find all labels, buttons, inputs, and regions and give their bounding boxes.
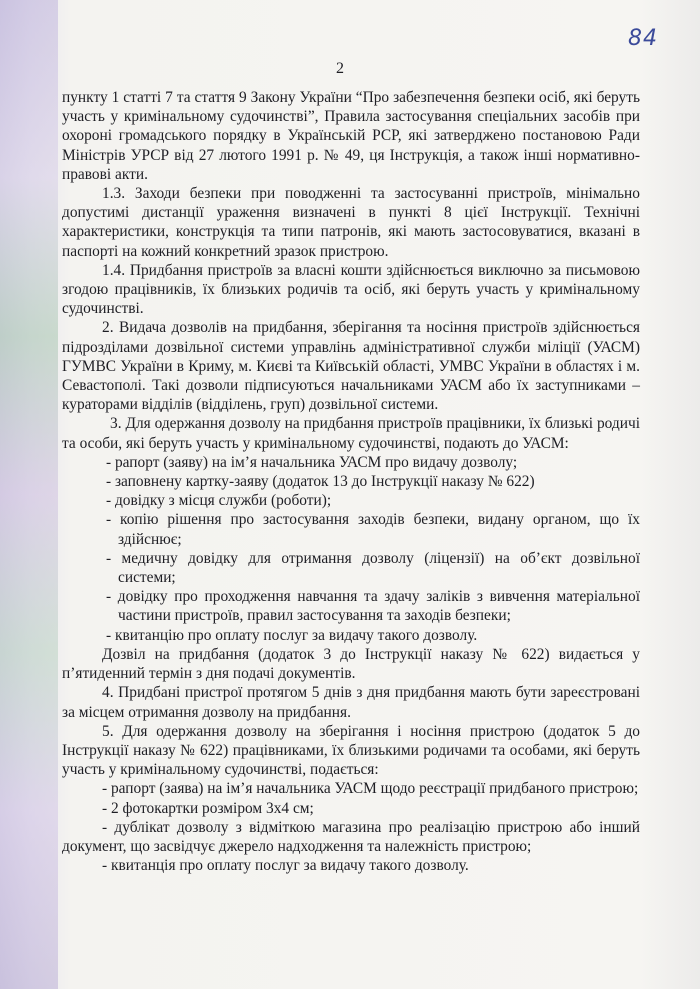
list-item: - дублікат дозволу з відміткою магазина про реалізацію пристрою або інший документ, що засвідчує джерело надходження та належність пристрою; xyxy=(62,818,640,855)
paragraph-5: 5. Для одержання дозволу на зберігання і носіння пристрою (додаток 5 до Інструкції наказу № 622) працівниками, їх близькими родичами та особами, які беруть участь у кримінальному судочинстві, подається: xyxy=(62,722,640,779)
document-body xyxy=(62,88,640,875)
list-item: - копію рішення про застосування заходів безпеки, видану органом, що їх здійснює; xyxy=(106,511,640,548)
paragraph-intro: пункту 1 статті 7 та стаття 9 Закону України “Про забезпечення безпеки осіб, які беруть участь у кримінальному судочинстві”, Правила застосування спеціальних засобів при охороні громадського порядку в Українській РСР, які затверджено постановою Ради Міністрів УРСР від 27 лютого 1991 р. № 49, ця Інструкція, а також інші нормативно-правові акти. xyxy=(62,89,640,183)
paragraph-2: 2. Видача дозволів на придбання, зберігання та носіння пристроїв здійснюється підрозділами дозвільної системи управлінь адміністративної служби міліції (УАСМ) ГУМВС України в Криму, м. Києві та Київській області, УМВС України в областях і м. Севастополі. Такі дозволи підписуються начальниками УАСМ або їх заступниками – кураторами відділів (відділень, груп) дозвільної системи. xyxy=(62,319,640,414)
list-item: - рапорт (заява) на ім’я начальника УАСМ щодо реєстрації придбаного пристрою; xyxy=(102,780,639,798)
list-item: - 2 фотокартки розміром 3х4 см; xyxy=(102,799,314,817)
list-item: - довідку з місця служби (роботи); xyxy=(106,492,332,510)
list-item: - квитанцію про оплату послуг за видачу такого дозволу. xyxy=(106,626,478,644)
paragraph-1-4: 1.4. Придбання пристроїв за власні кошти здійснюється виключно за письмовою згодою працівників, їх близьких родичів та осіб, які беруть участь у кримінальному судочинстві. xyxy=(62,261,640,318)
paragraph-4: 4. Придбані пристрої протягом 5 днів з дня придбання мають бути зареєстровані за місцем отримання дозволу на придбання. xyxy=(62,684,640,721)
list-item: - заповнену картку-заяву (додаток 13 до Інструкції наказу № 622) xyxy=(106,473,535,491)
paragraph-permit-term: Дозвіл на придбання (додаток 3 до Інструкції наказу № 622) видається у п’ятиденний термін з дня подачі документів. xyxy=(62,645,640,683)
handwritten-page-number: 84 xyxy=(628,26,658,51)
list-item: - квитанція про оплату послуг за видачу такого дозволу. xyxy=(102,857,469,875)
paragraph-3: 3. Для одержання дозволу на придбання пристроїв працівники, їх близькі родичі та особи, які беруть участь у кримінальному судочинстві, подають до УАСМ: xyxy=(62,415,640,452)
list-item: - довідку про проходження навчання та здачу заліків з вивчення матеріальної частини пристроїв, правил застосування та заходів безпеки; xyxy=(106,588,640,625)
page-number: 2 xyxy=(336,60,344,77)
list-item: - рапорт (заяву) на ім’я начальника УАСМ про видачу дозволу; xyxy=(106,453,518,471)
scan-artifact-strip xyxy=(0,0,58,989)
list-item: - медичну довідку для отримання дозволу (ліцензії) на об’єкт дозвільної системи; xyxy=(106,549,640,587)
paragraph-1-3: 1.3. Заходи безпеки при поводженні та застосуванні пристроїв, мінімально допустимі дистанції ураження визначені в пункті 8 цієї Інструкції. Технічні характеристики, конструкція та типи патронів, які мають застосовуватися, вказані в паспорті на кожний конкретний зразок пристрою. xyxy=(62,185,640,260)
